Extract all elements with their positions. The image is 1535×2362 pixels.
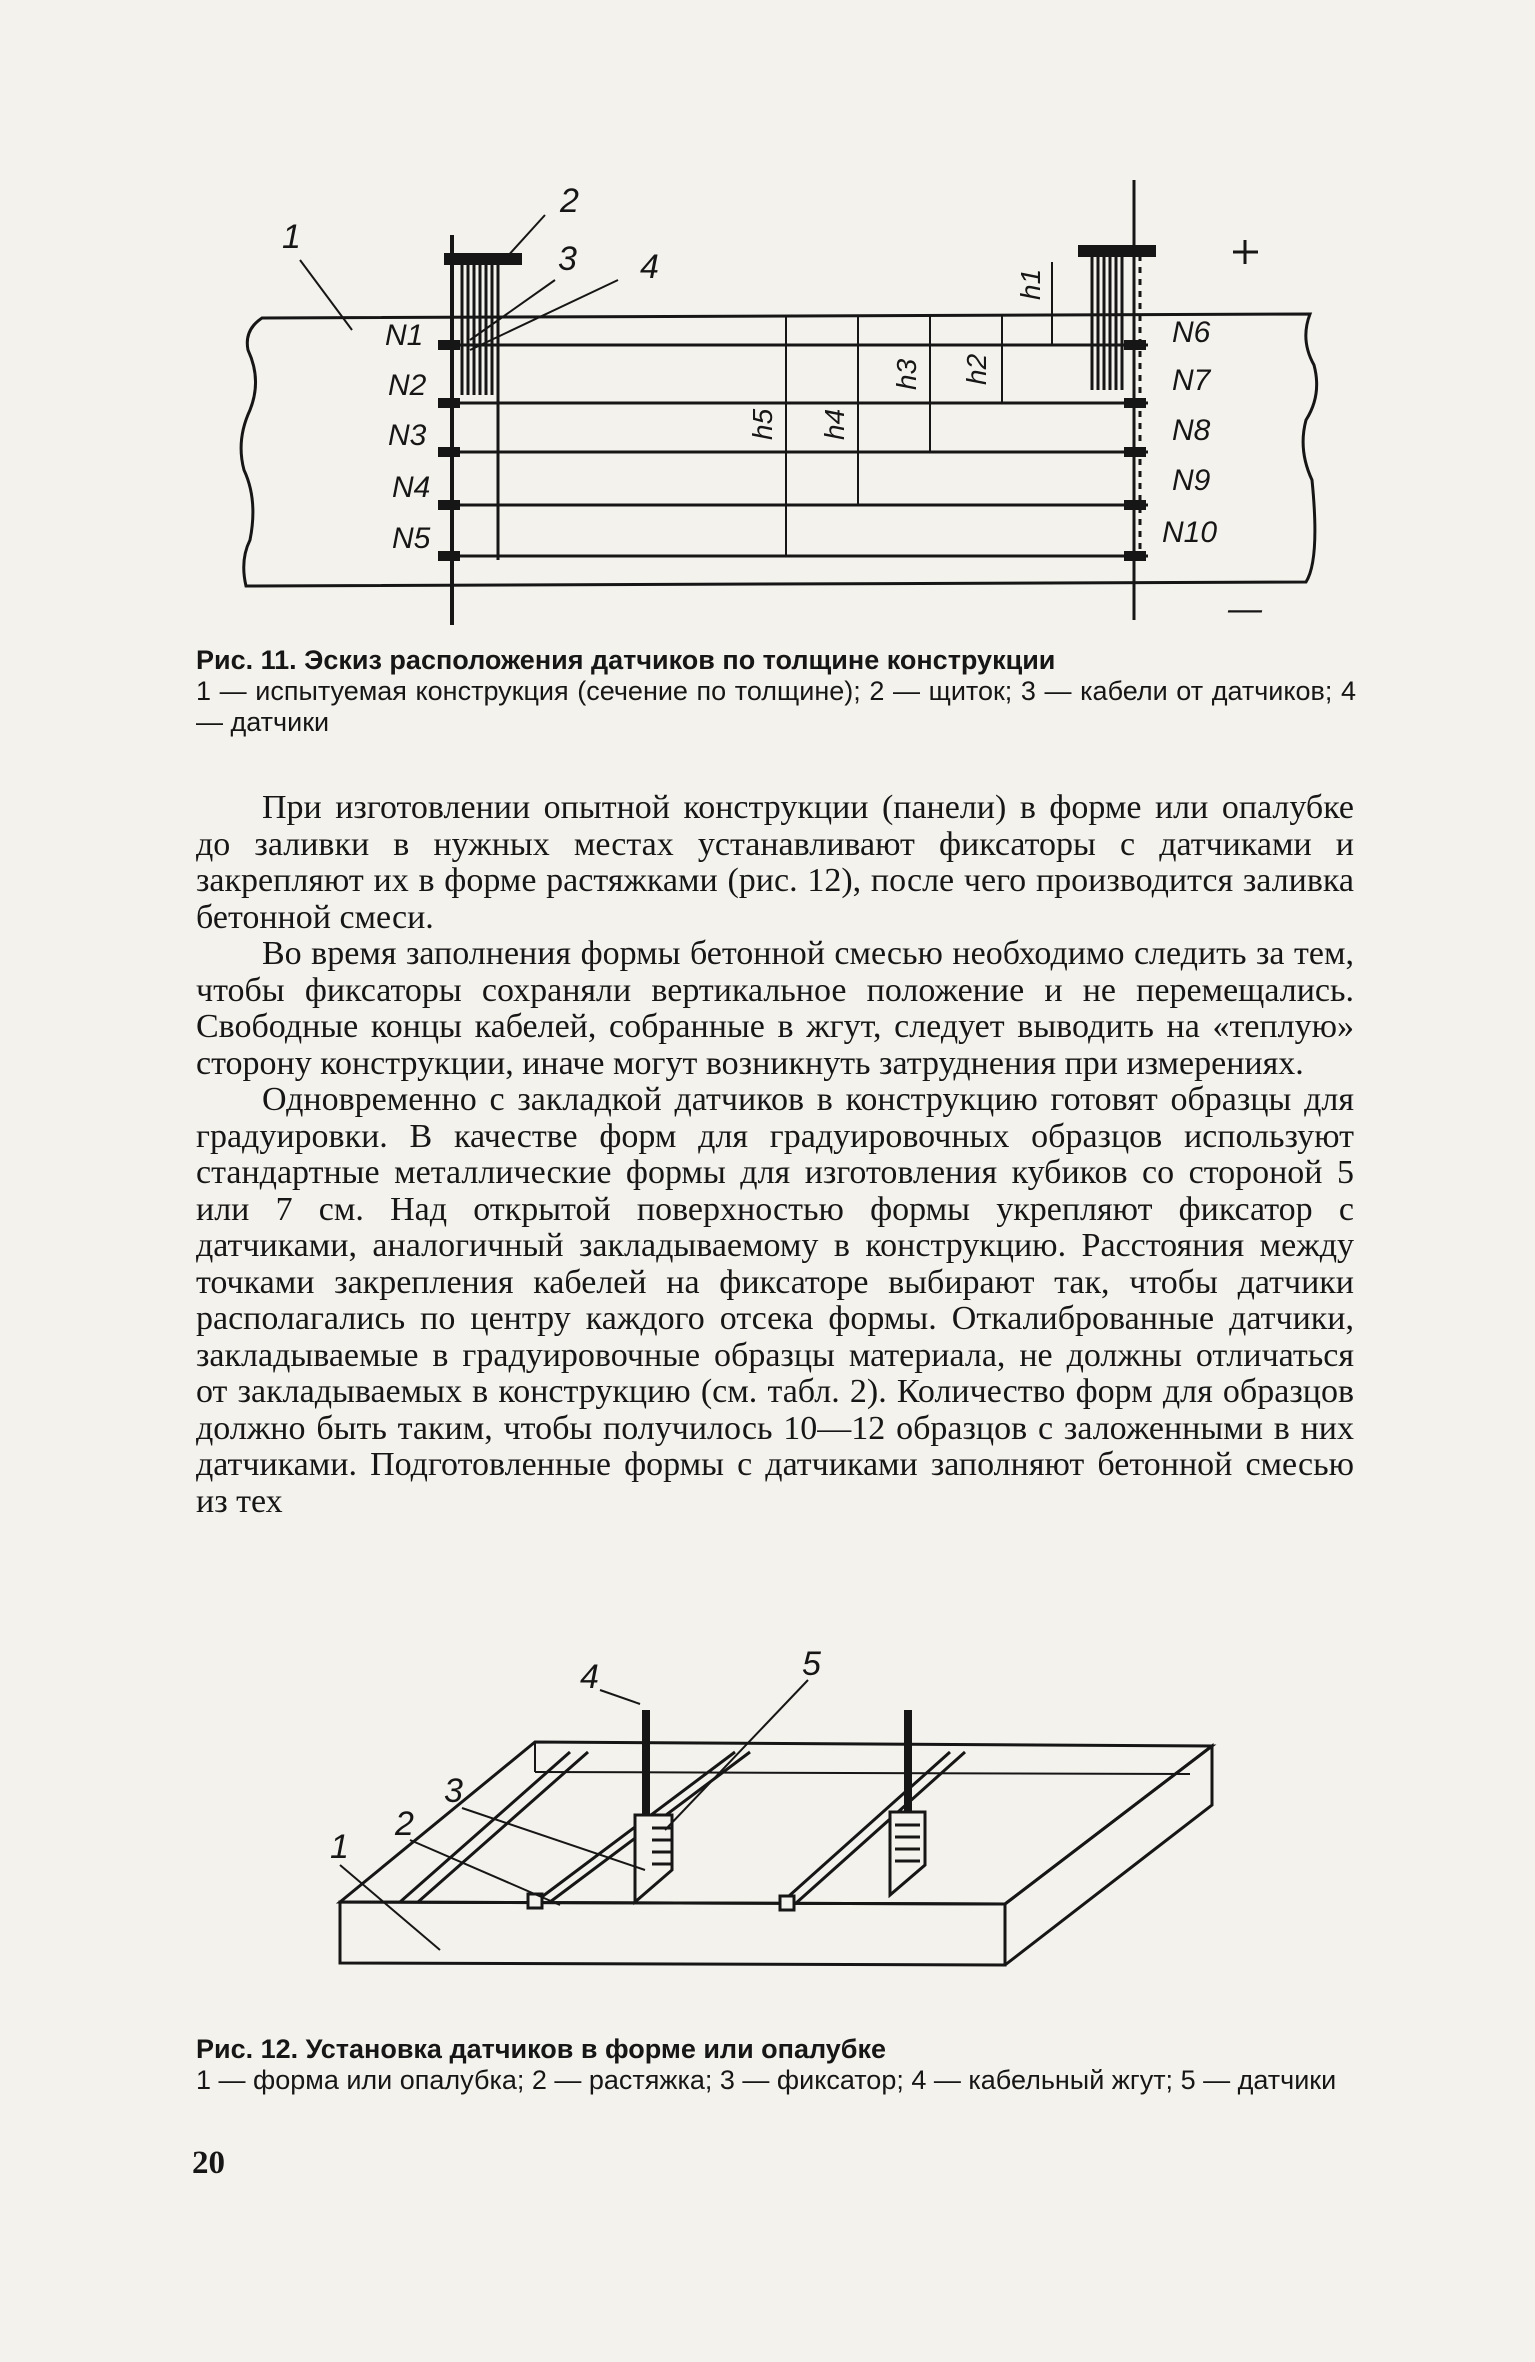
- paragraph-2: Во время заполнения формы бетонной смесью необходимо следить за тем, чтобы фиксаторы сохраняли вертикальное положение и не перемещались. Свободные концы кабелей, собранные в жгут, следует выводить на «теплую» сторону конструкции, иначе могут возникнуть затруднения при измерениях.: [196, 935, 1354, 1082]
- label-h1: h1: [1015, 268, 1046, 300]
- shield-left: [444, 253, 522, 265]
- sensor-n6: [1124, 340, 1146, 350]
- sensor-n2: [438, 398, 460, 408]
- form-front: [340, 1902, 1005, 1965]
- brace-3: [780, 1752, 965, 1904]
- label-n4: N4: [392, 471, 431, 504]
- label-h5: h5: [747, 408, 778, 440]
- figure-11-caption-legend: 1 — испытуемая конструкция (сечение по толщине); 2 — щиток; 3 — кабели от датчиков; 4 — датчики: [196, 676, 1356, 737]
- sensor-n7: [1124, 398, 1146, 408]
- sensor-n5: [438, 551, 460, 561]
- label-n1: N1: [385, 319, 424, 352]
- fig12-label-4: 4: [580, 1658, 599, 1696]
- label-n9: N9: [1172, 464, 1211, 497]
- paragraph-1: При изготовлении опытной конструкции (панели) в форме или опалубке до заливки в нужных местах устанавливают фиксаторы с датчиками и закрепляют их в форме растяжками (рис. 12), после чего производится заливка бетонной смеси.: [196, 789, 1354, 936]
- sensor-n10: [1124, 551, 1146, 561]
- label-n2: N2: [388, 369, 427, 402]
- label-1: 1: [282, 218, 301, 256]
- figure-12-caption-title: Рис. 12. Установка датчиков в форме или опалубке: [196, 2034, 887, 2064]
- label-h2: h2: [961, 353, 992, 385]
- label-4: 4: [640, 248, 659, 286]
- label-n7: N7: [1172, 364, 1211, 397]
- page-number: 20: [192, 2145, 225, 2181]
- sensor-n4: [438, 500, 460, 510]
- fig12-label-1: 1: [330, 1828, 349, 1866]
- label-n6: N6: [1172, 316, 1211, 349]
- body-text: [196, 790, 1354, 1520]
- label-h3: h3: [891, 358, 922, 390]
- label-n10: N10: [1162, 516, 1218, 549]
- label-2: 2: [560, 182, 579, 220]
- figure-12-caption: [196, 2034, 1356, 2096]
- sensor-n9: [1124, 500, 1146, 510]
- sensor-n1: [438, 340, 460, 350]
- label-n5: N5: [392, 522, 431, 555]
- fig12-label-3: 3: [444, 1772, 463, 1810]
- form-top: [340, 1742, 1212, 1904]
- sensor-n3: [438, 447, 460, 457]
- label-n8: N8: [1172, 414, 1211, 447]
- label-h4: h4: [819, 408, 850, 440]
- minus-sign: —: [1228, 590, 1262, 628]
- figure-11-caption-title: Рис. 11. Эскиз расположения датчиков по толщине конструкции: [196, 645, 1056, 675]
- figure-12-diagram: [0, 1640, 1535, 2020]
- figure-12-caption-legend: 1 — форма или опалубка; 2 — растяжка; 3 — фиксатор; 4 — кабельный жгут; 5 — датчики: [196, 2065, 1337, 2095]
- figure-11-diagram: [0, 0, 1535, 640]
- paragraph-3: Одновременно с закладкой датчиков в конструкцию готовят образцы для градуировки. В качестве форм для градуировочных образцов используют стандартные металлические формы для изготовления кубиков со стороной 5 или 7 см. Над открытой поверхностью формы укрепляют фиксатор с датчиками, аналогичный закладываемому в конструкцию. Расстояния между точками закрепления кабелей на фиксаторе выбирают так, чтобы датчики располагались по центру каждого отсека формы. Откалиброванные датчики, закладываемые в градуировочные образцы материала, не должны отличаться от закладываемых в конструкцию (см. табл. 2). Количество форм для образцов должно быть таким, чтобы получилось 10—12 образцов с заложенными в них датчиками. Подготовленные формы с датчиками заполняют бетонной смесью из тех: [196, 1081, 1354, 1520]
- label-n3: N3: [388, 419, 427, 452]
- label-3: 3: [558, 240, 577, 278]
- fig12-label-2: 2: [395, 1805, 414, 1843]
- fig12-label-5: 5: [802, 1645, 821, 1683]
- sensor-n8: [1124, 447, 1146, 457]
- figure-11-caption: [196, 645, 1356, 738]
